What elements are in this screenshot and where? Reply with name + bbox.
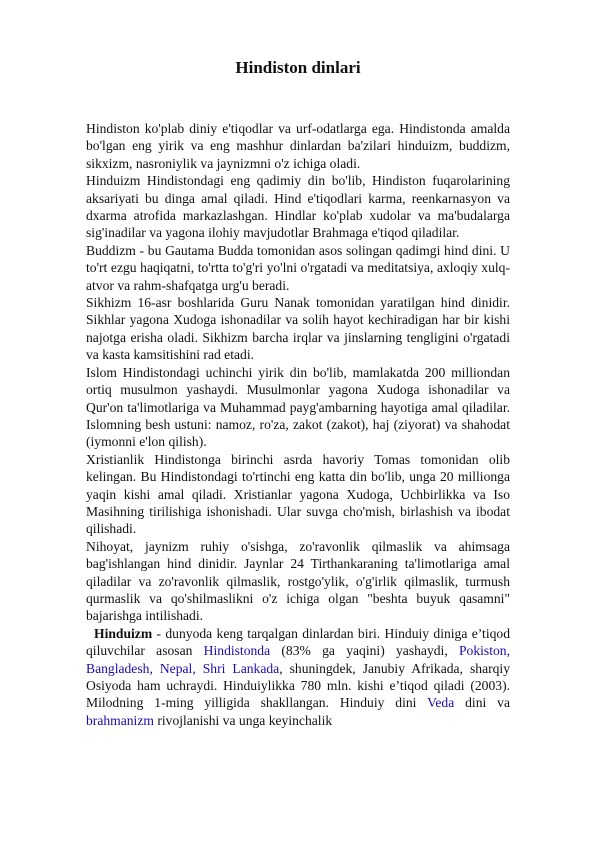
bold-term: Hinduizm: [94, 625, 153, 641]
paragraph-text: dini va: [454, 695, 510, 711]
link-bangladesh[interactable]: Bangladesh: [86, 660, 150, 676]
paragraph-jainism: Nihoyat, jaynizm ruhiy o'sishga, zo'ravonlik qilmaslik va ahimsaga bag'ishlangan hind dinidir. Jaynlar 24 Tirthankaraning ta'limotlariga amal qiladilar va zo'ravonlik qilmaslik, rostgo'ylik, o'g'irlik qilmaslik, turmush qurmaslik va qo'shilmaslikni o'z ichiga olgan "beshta buyuk qasamni" bajarishga intilishadi.: [86, 538, 510, 624]
paragraph-buddhism: Buddizm - bu Gautama Budda tomonidan asos solingan qadimgi hind dini. U to'rt ezgu haqiqatni, to'rtta to'g'ri yo'lni o'rgatadi va meditatsiya, axloqiy xulq-atvor va rahm-shafqatga urg'u beradi.: [86, 242, 510, 293]
link-separator: ,: [192, 660, 203, 676]
paragraph-hinduism-encyclopedia: [86, 625, 510, 729]
paragraph-text: , shuningdek, Janubiy Afrikada, sharqiy Osiyoda ham uchraydi. Hinduiylikka 780 mln. kishi e’tiqod qiladi (2003). Milodning 1-ming yilligida shakllangan. Hinduiy dini: [86, 660, 511, 711]
paragraph-text: (83% ga yaqini) yashaydi,: [270, 643, 459, 659]
document-body: [86, 120, 510, 729]
paragraph-islam: Islom Hindistondagi uchinchi yirik din bo'lib, mamlakatda 200 milliondan ortiq musulmon yashaydi. Musulmonlar yagona Xudoga ishonadilar va Qur'on ta'limotlariga va Muhammad payg'ambarning hayotiga amal qiladilar. Islomning besh ustuni: namoz, ro'za, zakot (zakot), haj (ziyorat) va shahodat (iymonni e'lon qilish).: [86, 364, 510, 450]
link-separator: ,: [506, 643, 510, 659]
link-hindistonda[interactable]: Hindistonda: [203, 643, 271, 659]
link-shri-lankada[interactable]: Shri Lankada: [202, 660, 280, 676]
link-nepal[interactable]: Nepal: [159, 660, 193, 676]
link-veda[interactable]: Veda: [427, 695, 455, 711]
link-pokiston[interactable]: Pokiston: [459, 643, 507, 659]
link-brahmanizm[interactable]: brahmanizm: [86, 712, 154, 728]
paragraph-hinduism: Hinduizm Hindistondagi eng qadimiy din bo'lib, Hindiston fuqarolarining aksariyati bu dinga amal qiladi. Hind e'tiqodlari karma, reenkarnasyon va dxarma atrofida markazlashgan. Hindlar ko'plab xudolar va ma'budalarga sig'inadilar va yagona ilohiy mavjudotlar Brahmaga e'tiqod qiladilar.: [86, 173, 510, 241]
paragraph-text: rivojlanishi va unga keyinchalik: [153, 712, 333, 728]
paragraph-intro: Hindiston ko'plab diniy e'tiqodlar va urf-odatlarga ega. Hindistonda amalda bo'lgan eng yirik va eng mashhur dinlardan ba'zilari hinduizm, buddizm, sikxizm, nasroniylik va jaynizmni o'z ichiga oladi.: [86, 121, 510, 171]
paragraph-christianity: Xristianlik Hindistonga birinchi asrda havoriy Tomas tomonidan olib kelingan. Bu Hindistondagi to'rtinchi eng katta din bo'lib, unga 20 millionga yaqin kishi amal qiladi. Xristianlar yagona Xudoga, Uchbirlikka va Iso Masihning tirilishiga ishonishadi. Ular suvga cho'mish, birlashish va ibodat qilishadi.: [86, 451, 510, 537]
page-title: Hindiston dinlari: [235, 58, 361, 77]
paragraph-sikhism: Sikhizm 16-asr boshlarida Guru Nanak tomonidan yaratilgan hind dinidir. Sikhlar yagona Xudoga ishonadilar va solih hayot kechiradigan har bir kishi najotga erisha oladi. Sikhizm barcha irqlar va jinslarning tengligini o'rgatadi va kasta kamsitishini rad etadi.: [86, 295, 510, 363]
paragraph-text: - dunyoda keng tarqalgan dinlardan biri. Hinduiy diniga e’tiqod qiluvchilar asosan: [86, 625, 510, 659]
link-separator: ,: [149, 660, 160, 676]
